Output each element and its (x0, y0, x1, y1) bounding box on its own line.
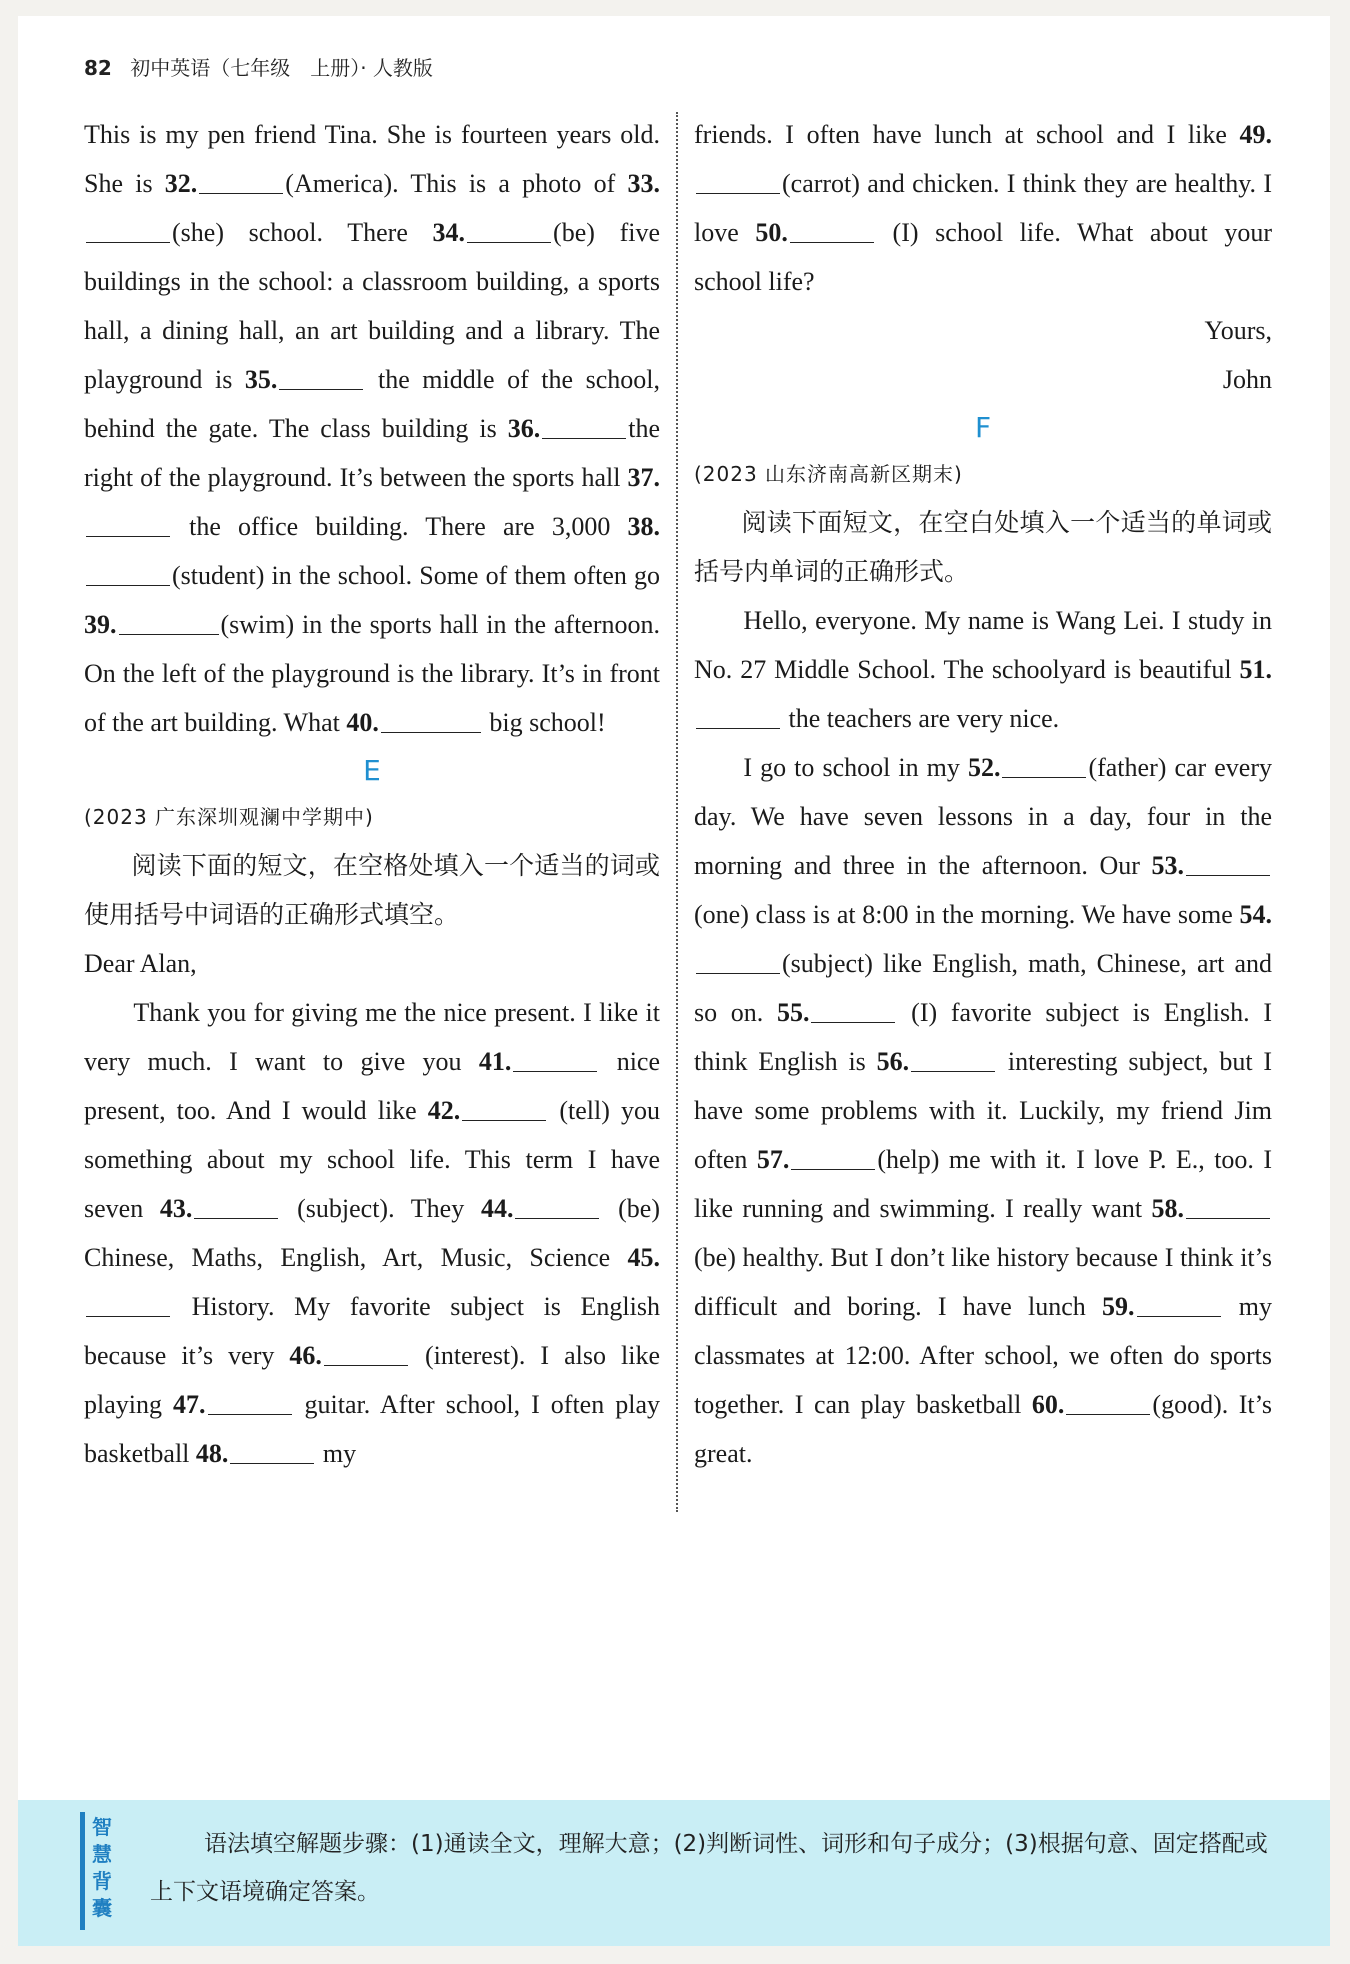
page-header (84, 52, 433, 81)
section-f-label: F (974, 411, 992, 444)
blank-number: 41. (478, 1047, 512, 1076)
blank-number: 40. (346, 708, 379, 737)
blank-number: 60. (1031, 1390, 1065, 1419)
page-number: 82 (84, 56, 112, 80)
blank-number: 36. (507, 414, 541, 443)
passage-text: the middle of the school, behind the gate. The class building is (84, 365, 661, 443)
passage-f-paragraph-2 (694, 743, 1272, 1478)
letter-closing: Yours, (1204, 316, 1272, 345)
passage-text: guitar. After school, I often play basketball (84, 1390, 660, 1468)
right-column (694, 110, 1272, 1478)
blank-number: 33. (627, 169, 660, 198)
answer-blank (513, 1047, 597, 1072)
passage-text: the right of the playground. It’s between the sports hall (84, 414, 660, 492)
answer-blank (1137, 1292, 1221, 1317)
passage-text: (be) Chinese, Maths, English, Art, Music, Science (84, 1194, 660, 1272)
tip-tag-bar (80, 1812, 85, 1930)
blank-number: 39. (84, 610, 117, 639)
answer-blank (1066, 1390, 1150, 1415)
blank-number: 52. (967, 753, 1001, 782)
passage-text: (subject) like English, math, Chinese, art and so on. (694, 949, 1272, 1027)
blank-number: 57. (756, 1145, 790, 1174)
answer-blank (790, 218, 874, 243)
passage-text: big school! (482, 708, 606, 737)
passage-text: History. My favorite subject is English because it’s very (84, 1292, 660, 1370)
answer-blank (119, 610, 219, 635)
passage-text: my (316, 1439, 357, 1468)
passage-text: (swim) in the sports hall in the afternoon. On the left of the playground is the library. It’s in front of the art building. What (84, 610, 660, 737)
blank-number: 58. (1151, 1194, 1184, 1223)
passage-text: This is my pen friend Tina. She is fourteen years old. She is (84, 120, 660, 198)
passage-text: (subject). They (280, 1194, 481, 1223)
answer-blank (515, 1194, 599, 1219)
passage-text: (student) in the school. Some of them often go (172, 561, 660, 590)
answer-blank (86, 1292, 170, 1317)
blank-number: 59. (1102, 1292, 1135, 1321)
passage-text: (carrot) and chicken. I think they are healthy. I love (694, 169, 1272, 247)
passage-text: nice present, too. And I would like (84, 1047, 660, 1125)
section-f-instruction: 阅读下面短文，在空白处填入一个适当的单词或括号内单词的正确形式。 (694, 508, 1272, 586)
blank-number: 56. (876, 1047, 910, 1076)
passage-text: the office building. There are 3,000 (172, 512, 628, 541)
answer-blank (467, 218, 551, 243)
blank-number: 48. (195, 1439, 229, 1468)
blank-number: 47. (173, 1390, 206, 1419)
answer-blank (462, 1096, 546, 1121)
answer-blank (86, 561, 170, 586)
answer-blank (696, 169, 780, 194)
answer-blank (696, 704, 780, 729)
passage-text: (one) class is at 8:00 in the morning. We have some (694, 900, 1240, 929)
passage-text: interesting subject, but I have some problems with it. Luckily, my friend Jim often (694, 1047, 1272, 1174)
passage-text: the teachers are very nice. (782, 704, 1060, 733)
passage-text: Thank you for giving me the nice present. I like it very much. I want to give you (84, 998, 660, 1076)
blank-number: 50. (755, 218, 788, 247)
letter-salutation: Dear Alan, (84, 949, 197, 978)
answer-blank (696, 949, 780, 974)
passage-text: (be) healthy. But I don’t like history because I think it’s difficult and boring. I have lunch (694, 1243, 1272, 1321)
blank-number: 32. (164, 169, 198, 198)
book-title: 初中英语（七年级 上册）· 人教版 (130, 56, 433, 80)
blank-number: 34. (432, 218, 466, 247)
answer-blank (911, 1047, 995, 1072)
passage-text: my classmates at 12:00. After school, we often do sports together. I can play basketball (694, 1292, 1272, 1419)
blank-number: 37. (627, 463, 660, 492)
answer-blank (381, 708, 481, 733)
section-e-instruction: 阅读下面的短文，在空格处填入一个适当的词或使用括号中词语的正确形式填空。 (84, 851, 660, 929)
passage-text: (be) five buildings in the school: a classroom building, a sports hall, a dining hall, an art building and a library. The playground is (84, 218, 661, 394)
answer-blank (279, 365, 363, 390)
blank-number: 51. (1239, 655, 1272, 684)
passage-text: I go to school in my (743, 753, 968, 782)
answer-blank (1186, 1194, 1270, 1219)
passage-text: Hello, everyone. My name is Wang Lei. I study in No. 27 Middle School. The schoolyard is beautiful (694, 606, 1272, 684)
passage-e-continued (694, 110, 1272, 306)
passage-text: friends. I often have lunch at school and I like (694, 120, 1240, 149)
passage-e-text (84, 988, 660, 1478)
blank-number: 53. (1151, 851, 1184, 880)
answer-blank (542, 414, 626, 439)
answer-blank (791, 1145, 875, 1170)
passage-text: (help) me with it. I love P. E., too. I like running and swimming. I really want (694, 1145, 1273, 1223)
answer-blank (199, 169, 283, 194)
passage-text: (she) school. There (172, 218, 433, 247)
passage-text: (good). It’s great. (694, 1390, 1272, 1468)
passage-text: (interest). I also like playing (84, 1341, 660, 1419)
tip-text: 语法填空解题步骤：(1)通读全文，理解大意；(2)判断词性、词形和句子成分；(3)根据句意、固定搭配或上下文语境确定答案。 (150, 1831, 1268, 1905)
passage-text: (I) school life. What about your school life? (694, 218, 1272, 296)
passage-d-text (84, 110, 660, 747)
answer-blank (324, 1341, 408, 1366)
blank-number: 45. (627, 1243, 660, 1272)
passage-text: (tell) you something about my school life. This term I have seven (84, 1096, 660, 1223)
answer-blank (811, 998, 895, 1023)
passage-f-paragraph-1 (694, 596, 1272, 743)
blank-number: 35. (244, 365, 278, 394)
section-e-label: E (363, 754, 381, 787)
answer-blank (1002, 753, 1086, 778)
section-e-source: (2023 广东深圳观澜中学期中) (84, 805, 374, 829)
answer-blank (86, 218, 170, 243)
tip-tag-text: 智慧背囊 (92, 1815, 112, 1920)
answer-blank (230, 1439, 314, 1464)
blank-number: 44. (480, 1194, 514, 1223)
blank-number: 46. (289, 1341, 322, 1370)
blank-number: 42. (427, 1096, 461, 1125)
answer-blank (1186, 851, 1270, 876)
letter-signature: John (1222, 365, 1272, 394)
section-f-source: (2023 山东济南高新区期末) (694, 462, 963, 486)
blank-number: 38. (627, 512, 660, 541)
answer-blank (86, 512, 170, 537)
tip-tag (80, 1812, 120, 1930)
passage-text: (father) car every day. We have seven lessons in a day, four in the morning and three in the afternoon. Our (694, 753, 1272, 880)
answer-blank (208, 1390, 292, 1415)
blank-number: 49. (1239, 120, 1272, 149)
passage-text: (I) favorite subject is English. I think English is (694, 998, 1272, 1076)
column-divider (676, 112, 678, 1512)
blank-number: 55. (776, 998, 810, 1027)
blank-number: 43. (159, 1194, 193, 1223)
answer-blank (194, 1194, 278, 1219)
blank-number: 54. (1239, 900, 1272, 929)
left-column (84, 110, 660, 1478)
passage-text: (America). This is a photo of (285, 169, 628, 198)
